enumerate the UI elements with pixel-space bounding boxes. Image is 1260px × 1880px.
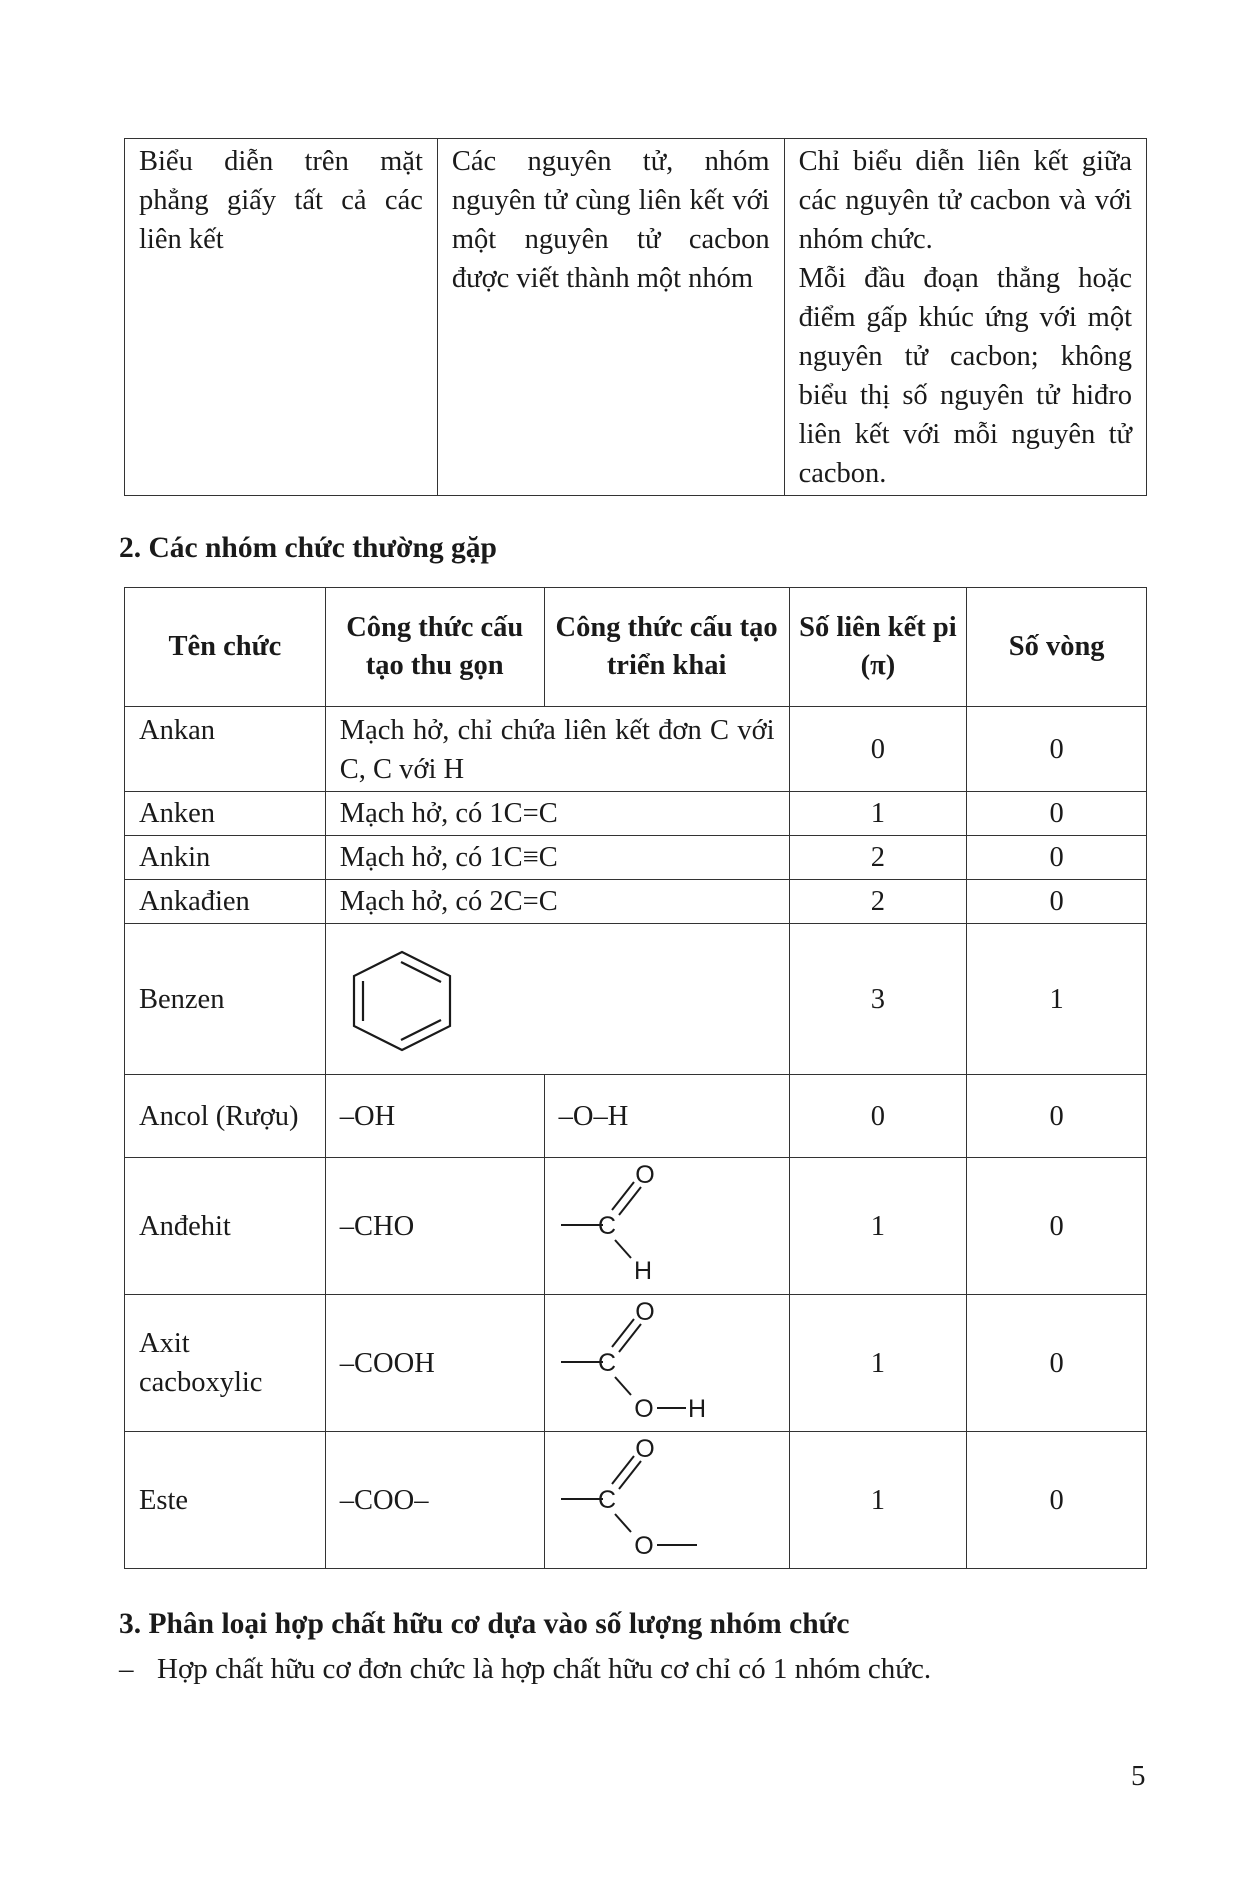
- group-description: Mạch hở, chỉ chứa liên kết đơn C với C, C với H: [325, 707, 789, 792]
- condensed-formula: –CHO: [325, 1158, 544, 1295]
- table-row: [125, 792, 1147, 836]
- table-row: [125, 836, 1147, 880]
- condensed-formula: –COO–: [325, 1432, 544, 1569]
- group-name: Este: [125, 1432, 326, 1569]
- table-row: [125, 1075, 1147, 1158]
- group-description: Mạch hở, có 1C=C: [325, 792, 789, 836]
- atom-label: O: [634, 1161, 655, 1189]
- group-name: Ankađien: [125, 880, 326, 924]
- section-heading: 2. Các nhóm chức thường gặp: [119, 532, 497, 564]
- atom-label: O: [633, 1532, 654, 1560]
- ring-count: 0: [967, 880, 1147, 924]
- skeletal-formula-description: [784, 139, 1146, 496]
- dash-marker: –: [119, 1653, 134, 1685]
- pi-bond-count: 0: [789, 707, 967, 792]
- pi-bond-count: 1: [789, 1158, 967, 1295]
- table-row: [125, 139, 1147, 496]
- table-row: [125, 880, 1147, 924]
- carboxylic-acid-structure-icon: [545, 1297, 789, 1429]
- group-description: Mạch hở, có 2C=C: [325, 880, 789, 924]
- pi-bond-count: 0: [789, 1075, 967, 1158]
- list-item-text: Hợp chất hữu cơ đơn chức là hợp chất hữu cơ chỉ có 1 nhóm chức.: [157, 1653, 932, 1685]
- ring-count: 0: [967, 707, 1147, 792]
- skeletal-desc-p2: Mỗi đầu đoạn thẳng hoặc điểm gấp khúc ứng với một nguyên tử cacbon; không biểu thị số nguyên tử hiđro liên kết với mỗi nguyên tử cacbon.: [798, 263, 1132, 489]
- table-row: [125, 1432, 1147, 1569]
- atom-label: C: [597, 1486, 616, 1514]
- group-name: Anken: [125, 792, 326, 836]
- ring-count: 0: [967, 1295, 1147, 1432]
- list-item: [119, 1651, 931, 1687]
- group-name: Ankin: [125, 836, 326, 880]
- atom-label: C: [597, 1212, 616, 1240]
- atom-label: H: [633, 1257, 652, 1285]
- atom-label: O: [634, 1298, 655, 1326]
- pi-bond-count: 1: [789, 1295, 967, 1432]
- atom-label: O: [634, 1435, 655, 1463]
- group-name: Ankan: [125, 707, 326, 792]
- ring-count: 0: [967, 1075, 1147, 1158]
- pi-bond-count: 3: [789, 924, 967, 1075]
- table-header-row: [125, 588, 1147, 707]
- group-name: Axit cacboxylic: [125, 1295, 326, 1432]
- condensed-structural-description: Các nguyên tử, nhóm nguyên tử cùng liên kết với một nguyên tử cacbon được viết thành một nhóm: [437, 139, 784, 496]
- benzene-ring-icon: [326, 926, 788, 1072]
- table-row: [125, 707, 1147, 792]
- ring-count: 0: [967, 792, 1147, 836]
- group-name: Anđehit: [125, 1158, 326, 1295]
- column-header: Công thức cấu tạo triển khai: [544, 588, 789, 707]
- ester-structure-cell: [544, 1432, 789, 1569]
- expanded-formula: –O–H: [544, 1075, 789, 1158]
- pi-bond-count: 1: [789, 1432, 967, 1569]
- condensed-formula: –OH: [325, 1075, 544, 1158]
- full-structural-description: Biểu diễn trên mặt phẳng giấy tất cả các liên kết: [125, 139, 438, 496]
- aldehyde-structure-cell: [544, 1158, 789, 1295]
- carboxylic-acid-structure-cell: [544, 1295, 789, 1432]
- column-header: Số liên kết pi (π): [789, 588, 967, 707]
- column-header: Số vòng: [967, 588, 1147, 707]
- atom-label: C: [597, 1349, 616, 1377]
- ester-structure-icon: [545, 1434, 789, 1566]
- condensed-formula: –COOH: [325, 1295, 544, 1432]
- table-row: [125, 924, 1147, 1075]
- page-number: 5: [1131, 1760, 1146, 1792]
- column-header: Tên chức: [125, 588, 326, 707]
- ring-count: 0: [967, 836, 1147, 880]
- group-name: Benzen: [125, 924, 326, 1075]
- table-row: [125, 1158, 1147, 1295]
- atom-label: H: [687, 1395, 706, 1423]
- pi-bond-count: 2: [789, 836, 967, 880]
- atom-label: O: [633, 1395, 654, 1423]
- pi-bond-count: 2: [789, 880, 967, 924]
- benzene-structure-cell: [325, 924, 789, 1075]
- ring-count: 0: [967, 1158, 1147, 1295]
- functional-groups-table: [124, 587, 1147, 1569]
- pi-bond-count: 1: [789, 792, 967, 836]
- section-heading: 3. Phân loại hợp chất hữu cơ dựa vào số lượng nhóm chức: [119, 1608, 850, 1640]
- table-row: [125, 1295, 1147, 1432]
- ring-count: 0: [967, 1432, 1147, 1569]
- ring-count: 1: [967, 924, 1147, 1075]
- aldehyde-structure-icon: [545, 1160, 789, 1292]
- group-name: Ancol (Rượu): [125, 1075, 326, 1158]
- skeletal-desc-p1: Chỉ biểu diễn liên kết giữa các nguyên tử cacbon và với nhóm chức.: [798, 146, 1132, 255]
- group-description: Mạch hở, có 1C≡C: [325, 836, 789, 880]
- column-header: Công thức cấu tạo thu gọn: [325, 588, 544, 707]
- formula-types-table: [124, 138, 1147, 496]
